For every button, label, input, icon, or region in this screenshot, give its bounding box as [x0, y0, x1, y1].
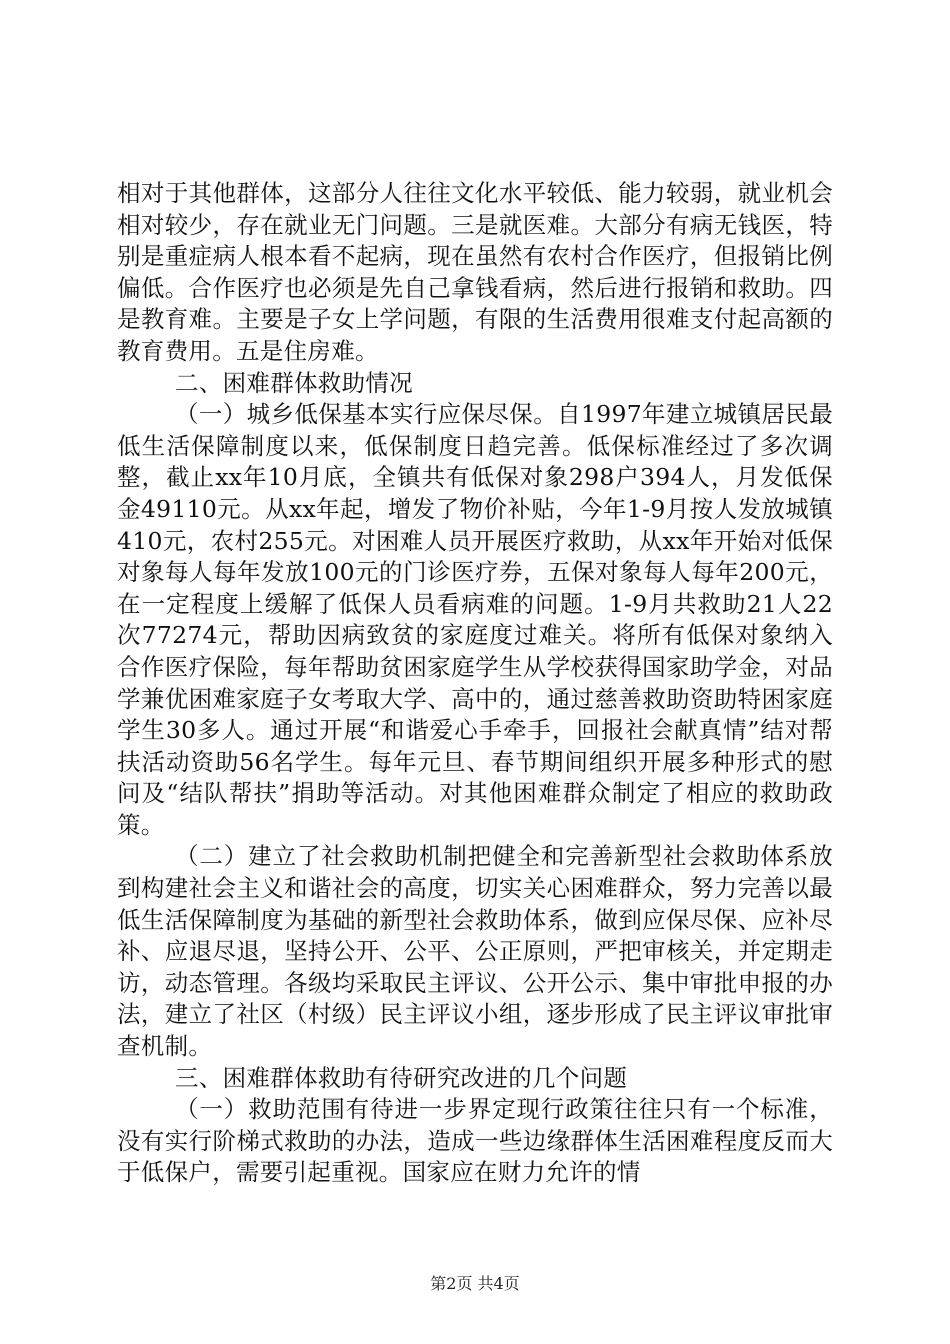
document-body [117, 178, 833, 1189]
section-heading-2: 二、困难群体救助情况 [175, 368, 413, 397]
paragraph-continuation: 相对于其他群体，这部分人往往文化水平较低、能力较弱，就业机会相对较少，存在就业无门问题。三是就医难。大部分有病无钱医，特别是重症病人根本看不起病，现在虽然有农村合作医疗，但报销比例偏低。合作医疗也必须是先自己拿钱看病，然后进行报销和救助。四是教育难。主要是子女上学问题，有限的生活费用很难支付起高额的教育费用。五是住房难。 [117, 179, 833, 365]
paragraph-low-income-security: （一）城乡低保基本实行应保尽保。自1997年建立城镇居民最低生活保障制度以来，低保制度日趋完善。低保标准经过了多次调整，截止xx年10月底，全镇共有低保对象298户394人，月发低保金49110元。从xx年起，增发了物价补贴，今年1-9月按人发放城镇410元，农村255元。对困难人员开展医疗救助，从xx年开始对低保对象每人每年发放100元的门诊医疗券，五保对象每人每年200元，在一定程度上缓解了低保人员看病难的问题。1-9月共救助21人22次77274元，帮助因病致贫的家庭度过难关。将所有低保对象纳入合作医疗保险，每年帮助贫困家庭学生从学校获得国家助学金，对品学兼优困难家庭子女考取大学、高中的，通过慈善救助资助特困家庭学生30多人。通过开展“和谐爱心手牵手，回报社会献真情”结对帮扶活动资助56名学生。每年元旦、春节期间组织开展多种形式的慰问及“结队帮扶”捐助等活动。对其他困难群众制定了相应的救助政策。 [117, 400, 833, 839]
page-footer: 第2页 共4页 [430, 1274, 520, 1293]
paragraph-relief-mechanism: （二）建立了社会救助机制把健全和完善新型社会救助体系放到构建社会主义和谐社会的高度，切实关心困难群众，努力完善以最低生活保障制度为基础的新型社会救助体系，做到应保尽保、应补尽补、应退尽退，坚持公开、公平、公正原则，严把审核关，并定期走访，动态管理。各级均采取民主评议、公开公示、集中审批申报的办法，建立了社区（村级）民主评议小组，逐步形成了民主评议审批审查机制。 [117, 842, 833, 1061]
section-heading-3: 三、困难群体救助有待研究改进的几个问题 [175, 1063, 628, 1092]
paragraph-relief-scope: （一）救助范围有待进一步界定现行政策往往只有一个标准，没有实行阶梯式救助的办法，造成一些边缘群体生活困难程度反而大于低保户，需要引起重视。国家应在财力允许的情 [117, 1095, 833, 1187]
